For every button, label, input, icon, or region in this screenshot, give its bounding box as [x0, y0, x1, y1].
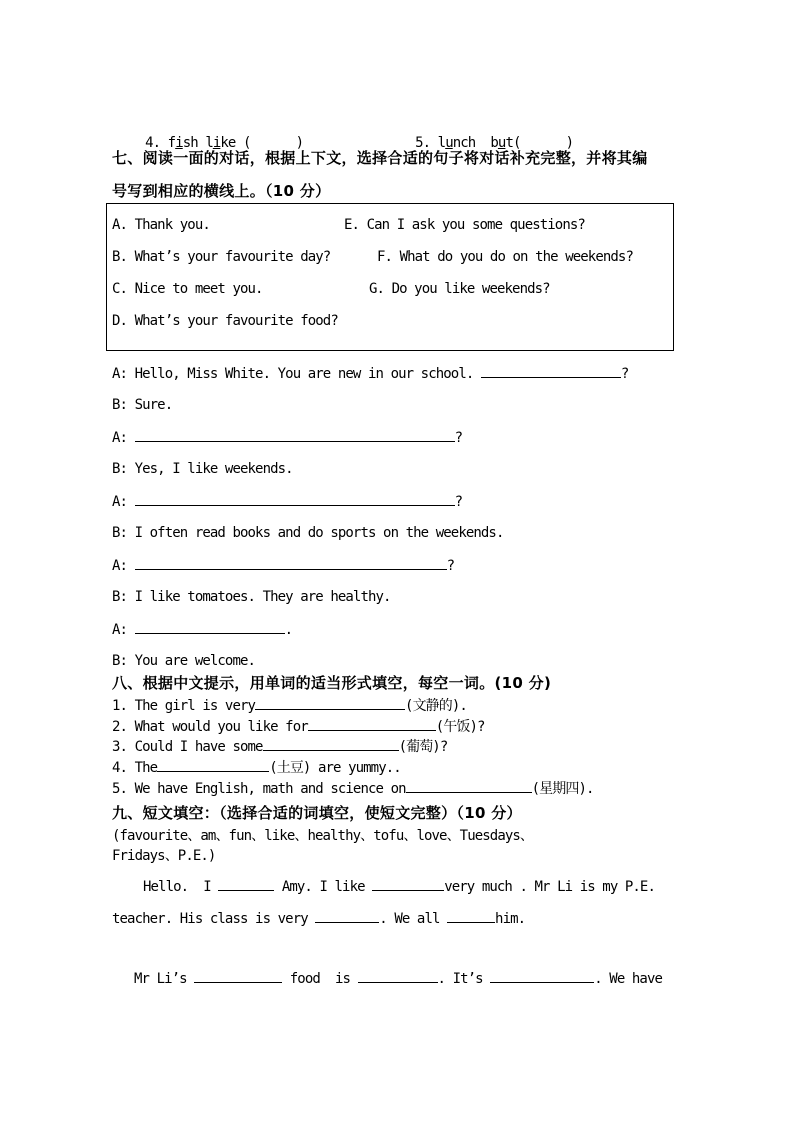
item-number: 4.	[145, 135, 161, 151]
answer-blank[interactable]	[135, 620, 285, 634]
phonics-item-5	[400, 116, 573, 152]
answer-paren[interactable]: ( )	[512, 135, 574, 151]
answer-blank[interactable]	[135, 556, 447, 570]
option-f: F. What do you do on the weekends?	[377, 249, 633, 265]
answer-blank[interactable]	[263, 737, 399, 751]
section8-q5: 5. We have English, math and science on (星期四).	[112, 781, 594, 797]
answer-paren[interactable]: ( )	[242, 135, 304, 151]
answer-blank[interactable]	[308, 717, 436, 731]
dialogue-line-8: B: I like tomatoes. They are healthy.	[112, 589, 391, 605]
word-like: like	[205, 135, 236, 151]
word-bank-line-2: Fridays、P.E.)	[112, 848, 216, 864]
section8-q1: 1. The girl is very (文静的).	[112, 698, 467, 714]
option-c: C. Nice to meet you.	[112, 281, 263, 297]
item-number: 5.	[415, 135, 431, 151]
answer-blank[interactable]	[135, 428, 455, 442]
dialogue-line-1: A: Hello, Miss White. You are new in our school. ?	[112, 366, 629, 382]
option-d: D. What’s your favourite food?	[112, 313, 338, 329]
option-a: A. Thank you.	[112, 217, 210, 233]
dialogue-line-9: A: .	[112, 622, 293, 638]
answer-blank[interactable]	[157, 758, 269, 772]
word-bank-line-1: (favourite、am、fun、like、healthy、tofu、love、Tuesdays、	[112, 828, 534, 844]
dialogue-line-7: A: ?	[112, 558, 455, 574]
passage-line-3: Mr Li’s food is . It’s . We have	[134, 971, 663, 987]
answer-blank[interactable]	[481, 364, 621, 378]
answer-blank[interactable]	[490, 969, 594, 983]
word-but: but	[490, 135, 513, 151]
answer-blank[interactable]	[255, 696, 405, 710]
answer-blank[interactable]	[372, 877, 444, 891]
option-b: B. What’s your favourite day?	[112, 249, 331, 265]
passage-line-1: Hello. I Amy. I like very much . Mr Li is my P.E.	[143, 879, 655, 895]
answer-blank[interactable]	[218, 877, 274, 891]
section7-heading-line2: 号写到相应的横线上。（10 分）	[112, 182, 331, 200]
phonics-item-4	[130, 116, 303, 152]
dialogue-line-4: B: Yes, I like weekends.	[112, 461, 293, 477]
dialogue-line-5: A: ?	[112, 494, 463, 510]
option-e: E. Can I ask you some questions?	[344, 217, 585, 233]
answer-blank[interactable]	[447, 909, 495, 923]
passage-line-2: teacher. His class is very . We all him.	[112, 911, 526, 927]
option-g: G. Do you like weekends?	[369, 281, 550, 297]
word-lunch: lunch	[437, 135, 476, 151]
word-fish: fish	[167, 135, 198, 151]
answer-blank[interactable]	[194, 969, 282, 983]
dialogue-line-10: B: You are welcome.	[112, 653, 256, 669]
section8-q4: 4. The (土豆) are yummy..	[112, 760, 401, 776]
answer-blank[interactable]	[315, 909, 379, 923]
section8-q2: 2. What would you like for (午饭)?	[112, 719, 485, 735]
answer-blank[interactable]	[135, 492, 455, 506]
section7-heading-line1: 七、阅读一面的对话，根据上下文，选择合适的句子将对话补充完整，并将其编	[112, 149, 648, 167]
dialogue-line-6: B: I often read books and do sports on the weekends.	[112, 525, 504, 541]
dialogue-line-3: A: ?	[112, 430, 463, 446]
dialogue-line-2: B: Sure.	[112, 397, 173, 413]
answer-blank[interactable]	[358, 969, 438, 983]
section8-q3: 3. Could I have some (葡萄)?	[112, 739, 448, 755]
section9-heading: 九、短文填空：（选择合适的词填空，使短文完整）（10 分）	[112, 804, 522, 822]
answer-blank[interactable]	[406, 779, 532, 793]
section8-heading: 八、根据中文提示，用单词的适当形式填空，每空一词。(10 分)	[112, 674, 552, 692]
